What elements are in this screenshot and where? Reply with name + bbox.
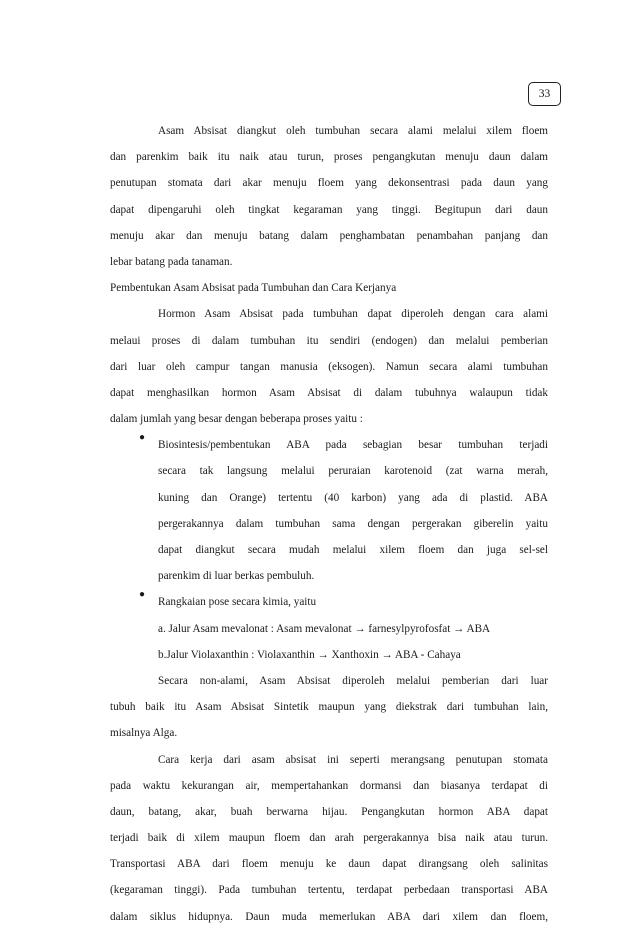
text-line: misalnya Alga. xyxy=(110,727,178,740)
section-heading: Pembentukan Asam Absisat pada Tumbuhan dan Cara Kerjanya xyxy=(110,282,397,295)
text-line: dan parenkim baik itu naik atau turun, proses pengangkutan menuju daun dalam xyxy=(110,151,548,164)
document-body xyxy=(110,118,548,930)
text-line: kuning dan Orange) tertentu (40 karbon) yang ada di plastid. ABA xyxy=(158,491,548,504)
text-line: dalam jumlah yang besar dengan beberapa proses yaitu : xyxy=(110,413,363,426)
pathway-mevalonate: a. Jalur Asam mevalonat : Asam mevalonat → farnesylpyrofosfat → ABA xyxy=(158,622,491,635)
text-line: Asam Absisat diangkut oleh tumbuhan secara alami melalui xilem floem xyxy=(158,125,548,137)
bullet-item-biosynthesis xyxy=(110,432,548,589)
paragraph-abscisic-transport xyxy=(110,118,548,275)
text-line: penutupan stomata dari akar menuju floem yang dekonsentrasi pada daun yang xyxy=(110,177,548,190)
text-line: secara tak langsung melalui peruraian karotenoid (zat warna merah, xyxy=(158,465,548,478)
text-line: Hormon Asam Absisat pada tumbuhan dapat diperoleh dengan cara alami xyxy=(158,308,548,321)
bullet-icon: ● xyxy=(138,432,146,444)
text-line: dapat menghasilkan hormon Asam Absisat di dalam tubuhnya walaupun tidak xyxy=(110,386,548,399)
text-line: Transportasi ABA dari floem menuju ke daun dapat dirangsang oleh salinitas xyxy=(110,858,548,871)
paragraph-formation xyxy=(110,301,548,432)
text-line: dapat diangkut secara mudah melalui xilem floem dan juga sel-sel xyxy=(158,544,548,556)
text-line: menuju akar dan menuju batang dalam penghambatan penambahan panjang dan xyxy=(110,229,548,242)
text-line: melaui proses di dalam tumbuhan itu sendiri (endogen) dan melalui pemberian xyxy=(110,334,548,347)
page-number-badge xyxy=(528,82,561,106)
text-line: Secara non-alami, Asam Absisat diperoleh melalui pemberian dari luar xyxy=(158,674,548,687)
text-line: Cara kerja dari asam absisat ini seperti merangsang penutupan stomata xyxy=(158,753,548,766)
text-line: dapat dipengaruhi oleh tingkat kegaraman yang tinggi. Begitupun dari daun xyxy=(110,203,548,216)
text-line: parenkim di luar berkas pembuluh. xyxy=(158,570,315,583)
text-line: dari luar oleh campur tangan manusia (eksogen). Namun secara alami tumbuhan xyxy=(110,360,548,373)
page-number: 33 xyxy=(538,88,551,100)
text-line: Biosintesis/pembentukan ABA pada sebagian besar tumbuhan terjadi xyxy=(158,439,548,452)
text-line: pada waktu kekurangan air, mempertahankan dormansi dan biasanya terdapat di xyxy=(110,779,548,792)
paragraph-mechanism xyxy=(110,747,548,930)
text-line: (kegaraman tinggi). Pada tumbuhan tertentu, terdapat perbedaan transportasi ABA xyxy=(110,884,548,897)
text-line: terjadi baik di xilem maupun floem dan arah pergerakannya bisa naik atau turun. xyxy=(110,832,548,845)
paragraph-non-natural xyxy=(110,668,548,747)
text-line: dalam siklus hidupnya. Daun muda memerlukan ABA dari xilem dan floem, xyxy=(110,910,548,923)
bullet-item-chemical-pathway xyxy=(110,589,548,668)
text-line: pergerakannya dalam tumbuhan sama dengan pergerakan giberelin yaitu xyxy=(158,517,548,530)
text-line: lebar batang pada tanaman. xyxy=(110,255,233,268)
text-line: tubuh baik itu Asam Absisat Sintetik maupun yang diekstrak dari tumbuhan lain, xyxy=(110,701,548,714)
text-line: Rangkaian pose secara kimia, yaitu xyxy=(158,596,317,609)
bullet-icon: ● xyxy=(138,589,146,601)
text-line: daun, batang, akar, buah berwarna hijau. Pengangkutan hormon ABA dapat xyxy=(110,805,548,818)
pathway-violaxanthin: b.Jalur Violaxanthin : Violaxanthin → Xanthoxin → ABA - Cahaya xyxy=(158,648,461,661)
